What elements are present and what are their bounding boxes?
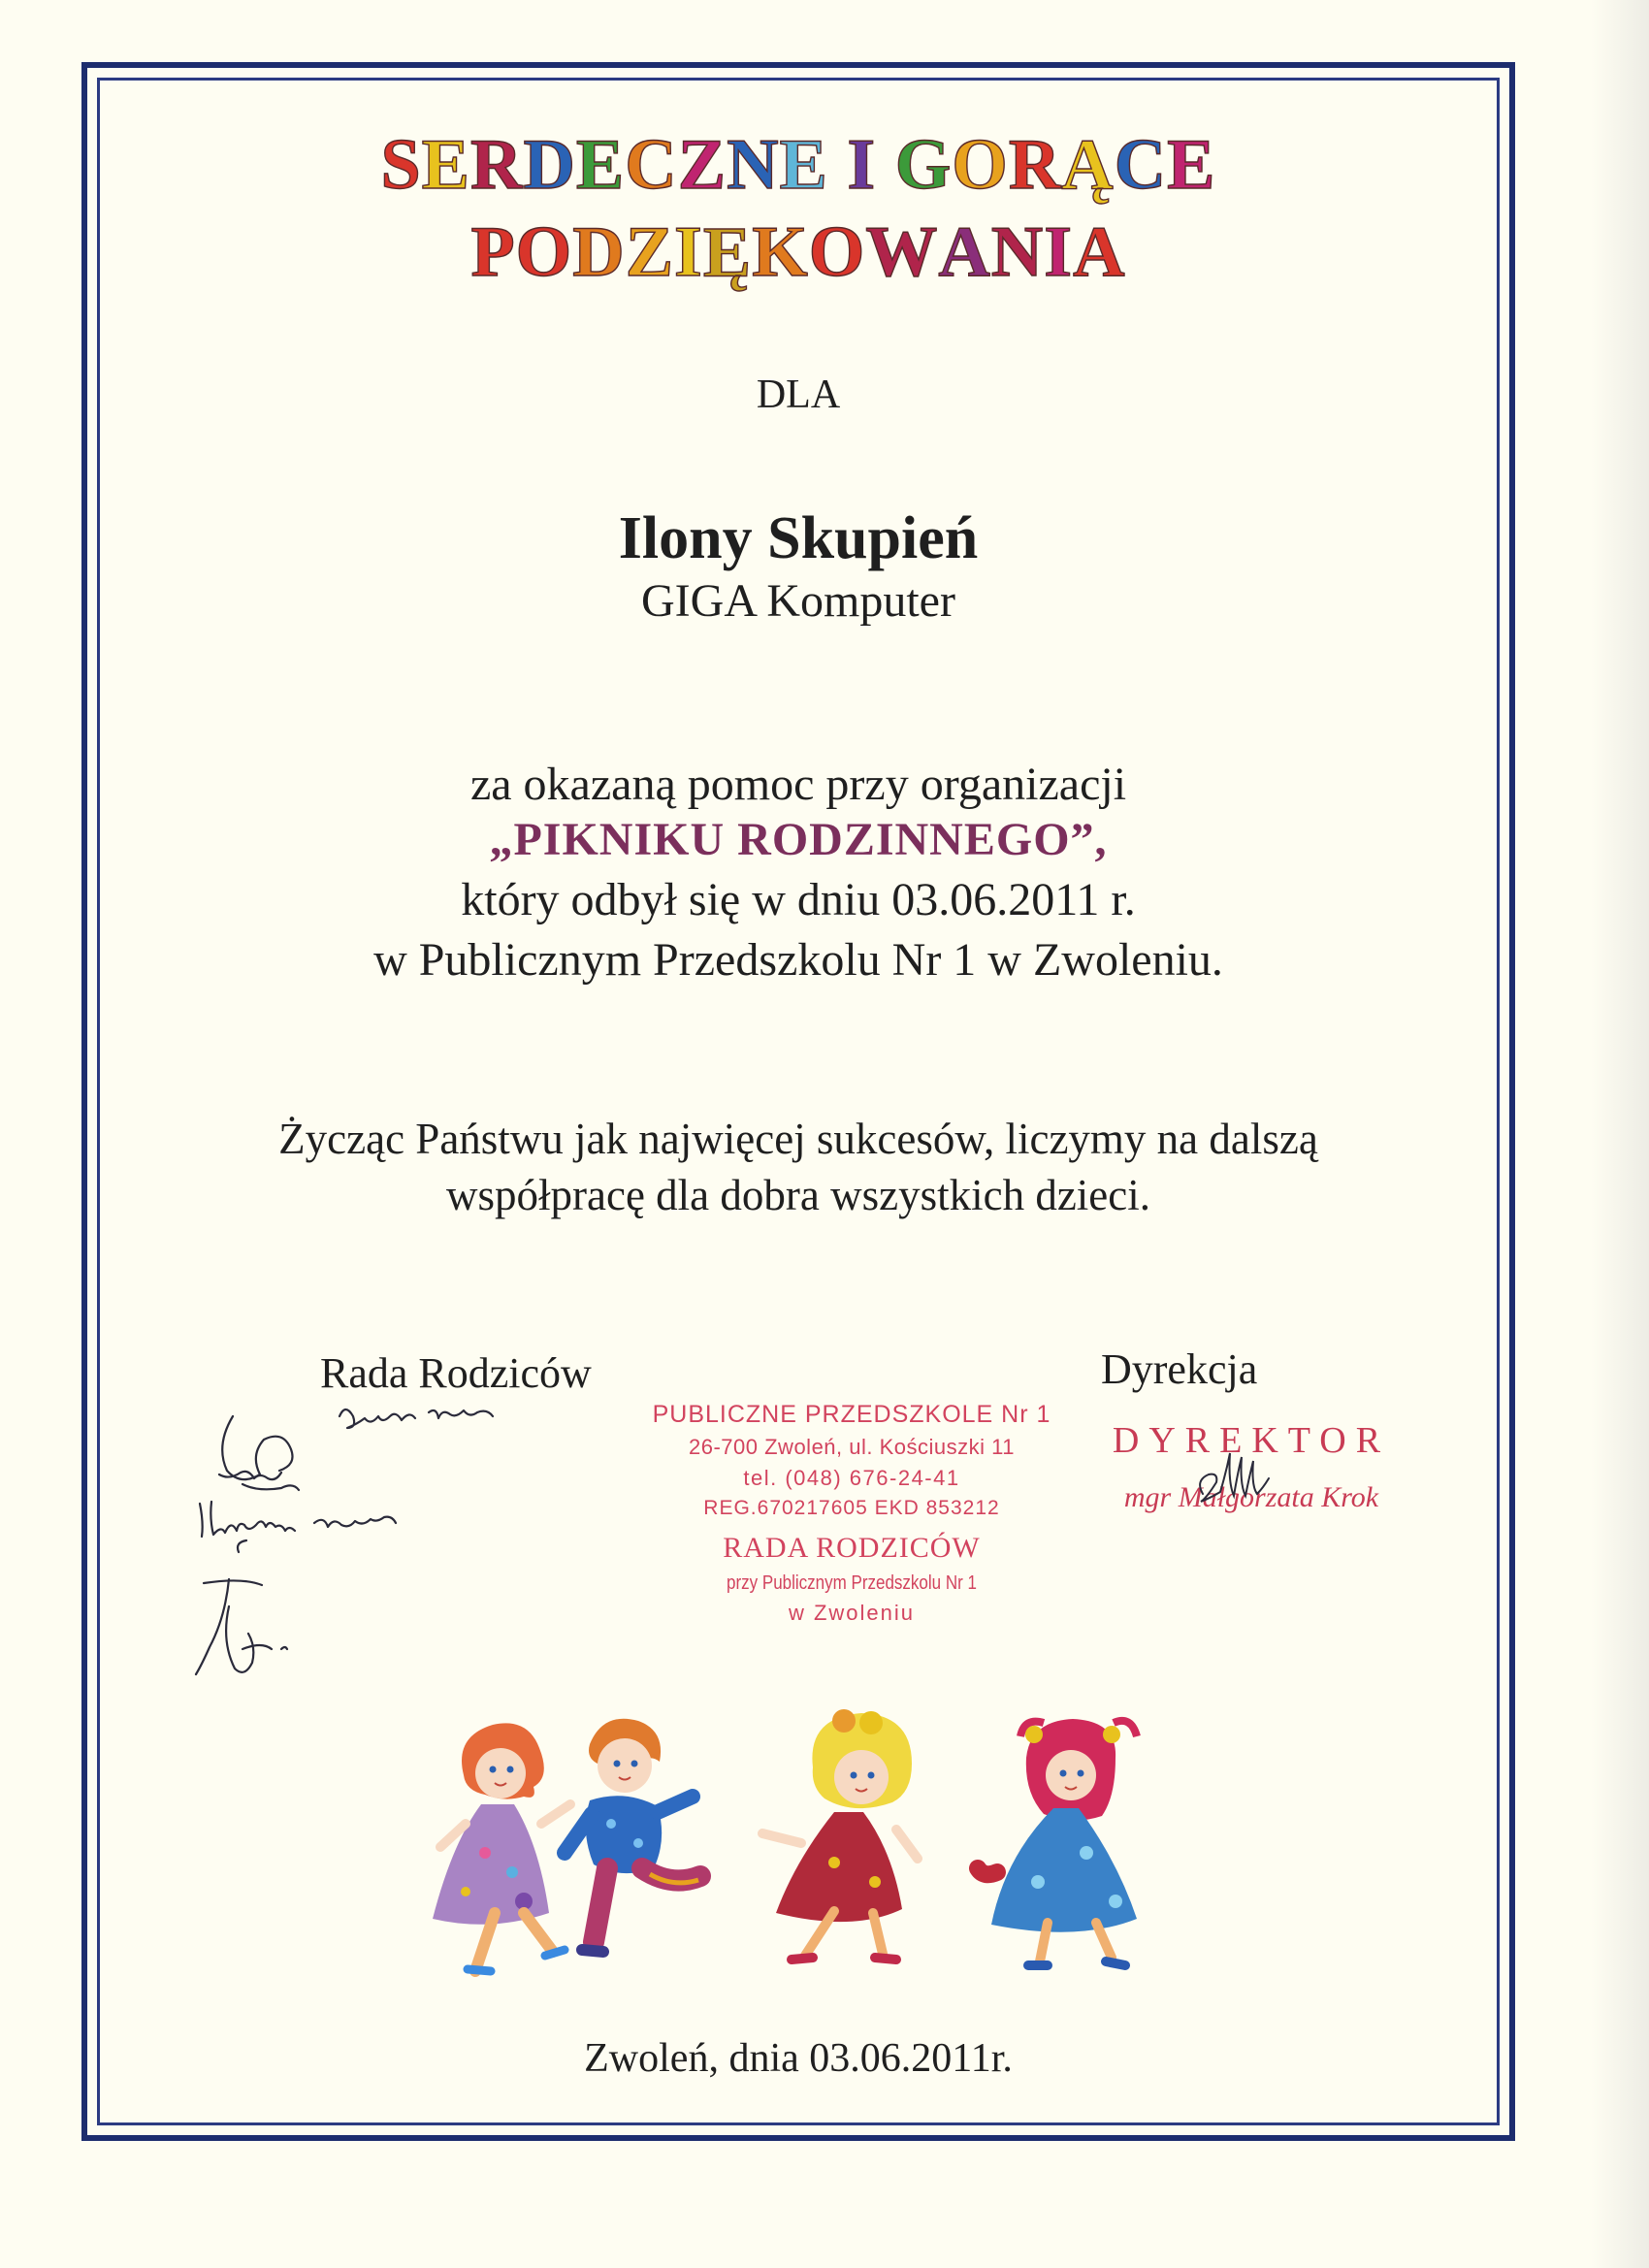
title-line-1: [0, 124, 1597, 207]
title2-letter-3: Z: [625, 212, 675, 292]
recipient-company: GIGA Komputer: [641, 575, 955, 627]
title2-letter-0: P: [470, 212, 516, 292]
stamp-line-5: RADA RODZICÓW: [723, 1532, 981, 1565]
thanks-text-line-2: który odbył się w dniu 03.06.2011 r.: [461, 874, 1136, 925]
recipient-name: Ilony Skupień: [618, 505, 979, 571]
title1-letter-4: E: [575, 125, 626, 205]
title1-letter-0: S: [380, 125, 422, 205]
recipient-prefix: DLA: [756, 373, 841, 417]
stamp-line-7: w Zwoleniu: [788, 1600, 916, 1625]
stamp-line-1: PUBLICZNE PRZEDSZKOLE Nr 1: [652, 1401, 1051, 1428]
directorate-label: Dyrekcja: [1101, 1345, 1258, 1393]
wishes-line-2: współpracę dla dobra wszystkich dzieci.: [446, 1171, 1150, 1219]
title1-letter-6: Z: [677, 125, 728, 205]
children-illustration: [427, 1707, 1261, 1998]
title1-letter-13: O: [952, 125, 1009, 205]
title-line-2: [0, 211, 1597, 294]
title2-letter-5: Ę: [702, 212, 753, 292]
event-name: „PIKNIKU RODZINNEGO”,: [489, 814, 1108, 865]
child-3-figure: [762, 1709, 918, 1960]
title1-letter-9: [828, 124, 848, 207]
title1-letter-14: R: [1008, 125, 1062, 205]
director-stamp-name: mgr Małgorzata Krok: [1123, 1481, 1379, 1513]
child-1-figure: [433, 1723, 570, 1971]
title1-letter-12: G: [894, 125, 953, 205]
title1-letter-7: N: [727, 125, 780, 205]
stamp-line-2: 26-700 Zwoleń, ul. Kościuszki 11: [689, 1435, 1015, 1460]
stamp-line-3: tel. (048) 676-24-41: [743, 1466, 960, 1491]
title2-letter-6: K: [752, 212, 809, 292]
title1-letter-1: E: [421, 125, 470, 205]
title1-letter-11: [876, 124, 895, 207]
issue-date-place: Zwoleń, dnia 03.06.2011r.: [584, 2036, 1013, 2081]
wishes-line-1: Życząc Państwu jak najwięcej sukcesów, liczymy na dalszą: [278, 1115, 1318, 1163]
stamp-line-6: przy Publicznym Przedszkolu Nr 1: [727, 1571, 977, 1594]
title1-letter-2: R: [469, 125, 524, 205]
child-4-figure: [978, 1719, 1137, 1965]
title2-letter-9: A: [938, 212, 991, 292]
title1-letter-5: C: [625, 125, 678, 205]
kindergarten-stamp: [648, 1397, 1055, 1629]
title2-letter-12: A: [1073, 212, 1126, 292]
title1-letter-8: E: [779, 125, 828, 205]
title1-letter-15: Ą: [1061, 125, 1115, 205]
title1-letter-10: I: [847, 125, 877, 205]
title2-letter-8: W: [865, 212, 939, 292]
thanks-text-line-3: w Publicznym Przedszkolu Nr 1 w Zwoleniu.: [373, 934, 1223, 986]
title2-letter-1: O: [515, 212, 573, 292]
thanks-text-line-1: za okazaną pomoc przy organizacji: [469, 759, 1127, 810]
title1-letter-16: C: [1114, 125, 1168, 205]
director-signature: [1174, 1445, 1310, 1523]
handwritten-signatures: [184, 1377, 650, 1688]
child-2-figure: [565, 1719, 700, 1952]
title2-letter-11: I: [1044, 212, 1074, 292]
page-edge-shadow: [1591, 0, 1649, 2268]
title2-letter-4: I: [674, 212, 703, 292]
title2-letter-2: D: [572, 212, 626, 292]
title1-letter-17: E: [1167, 125, 1216, 205]
title2-letter-10: N: [990, 212, 1045, 292]
title1-letter-3: D: [523, 125, 576, 205]
stamp-line-4: REG.670217605 EKD 853212: [703, 1497, 1000, 1520]
title2-letter-7: O: [808, 212, 866, 292]
parents-council-label: Rada Rodziców: [320, 1349, 592, 1397]
director-stamp-title: DYREKTOR: [1112, 1420, 1391, 1461]
